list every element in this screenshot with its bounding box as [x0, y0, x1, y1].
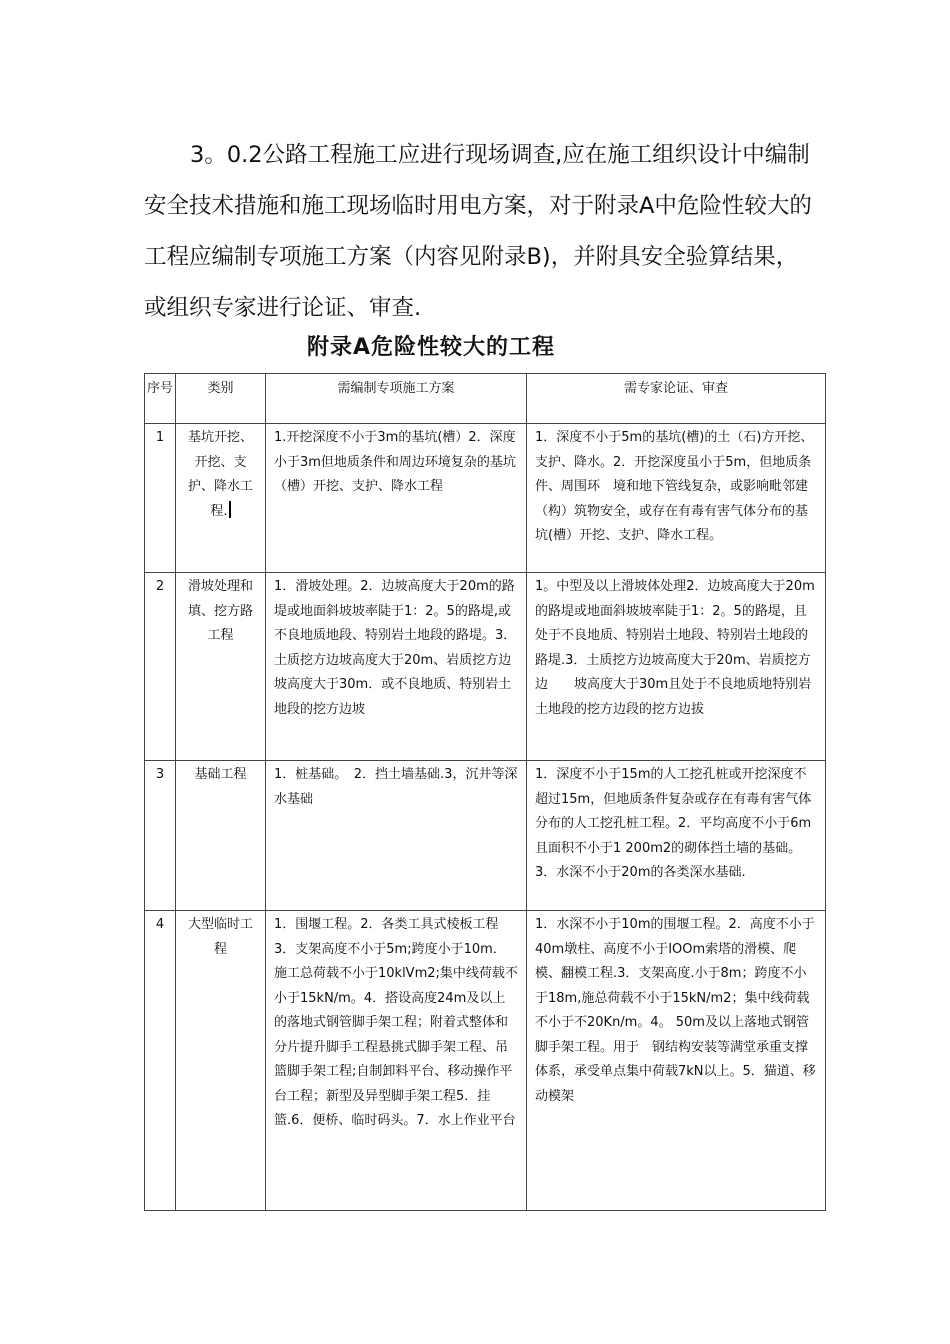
table-title: 附录A危险性较大的工程	[306, 335, 556, 360]
row-category: 基础工程	[176, 761, 266, 911]
header-no: 序号	[145, 374, 176, 424]
row-number: 4	[145, 911, 176, 1211]
header-category: 类别	[176, 374, 266, 424]
hazard-table	[144, 373, 826, 1211]
row-plan: 1．滑坡处理。2．边坡高度大于20m的路堤或地面斜坡坡率陡于1：2。5的路堤,或不良地质地段、特别岩土地段的路堤。3．土质挖方边坡高度大于20m、岩质挖方边坡高度大于30m．或不良地质、特别岩土地段的挖方边坡	[266, 573, 527, 761]
row-plan: 1．桩基础。 2．挡土墙基础.3，沉井等深水基础	[266, 761, 527, 911]
intro-paragraph	[144, 130, 812, 334]
table-row	[145, 573, 826, 761]
row-number: 3	[145, 761, 176, 911]
row-review: 1．水深不小于10m的围堰工程。2．高度不小于40m墩柱、高度不小于IOOm索塔的滑模、爬模、翻模工程.3．支架高度.小于8m；跨度不小于18m,施总荷载不小于15kN/m2；集中线荷载不小于不20Kn/m。4。 50m及以上落地式钢管脚手架工程。用于 钢结构安装等满堂承重支撑体系，承受单点集中荷载7kN以上。5．猫道、移动模架	[527, 911, 826, 1211]
row-category: 滑坡处理和填、挖方路工程	[176, 573, 266, 761]
table-row	[145, 761, 826, 911]
row-number: 1	[145, 424, 176, 573]
table-header-row	[145, 374, 826, 424]
row-number: 2	[145, 573, 176, 761]
intro-text: 3。0.2公路工程施工应进行现场调查,应在施工组织设计中编制安全技术措施和施工现场临时用电方案，对于附录A中危险性较大的工程应编制专项施工方案（内容见附录B)，并附具安全验算结果，或组织专家进行论证、审查.	[144, 142, 812, 321]
table-row	[145, 424, 826, 573]
text-cursor-icon	[229, 501, 231, 518]
table-row	[145, 911, 826, 1211]
row-category	[176, 424, 266, 573]
row-review: 1．深度不小于5m的基坑(槽)的土（石)方开挖、支护、降水。2．开挖深度虽小于5m，但地质条件、周围环 境和地下管线复杂，或影响毗邻建（构）筑物安全，或存在有毒有害气体分布的基坑(槽）开挖、支护、降水工程。	[527, 424, 826, 573]
header-review: 需专家论证、审查	[527, 374, 826, 424]
row-plan: 1.开挖深度不小于3m的基坑(槽）2．深度小于3m但地质条件和周边环境复杂的基坑（槽）开挖、支护、降水工程	[266, 424, 527, 573]
row-category-text: 基坑开挖、开挖、支护、降水工程.	[187, 430, 253, 519]
row-plan: 1．围堰工程。2．各类工具式棱板工程 3．支架高度不小于5m;跨度小于10m．施工总荷载不小于10klVm2;集中线荷载不小于15kN/m。4．搭设高度24m及以上的落地式钢管脚手架工程；附着式整体和分片提升脚手工程悬挑式脚手架工程、吊篮脚手架工程;自制卸料平台、移动操作平台工程；新型及异型脚手架工程5．挂篮.6．便桥、临时码头。7．水上作业平台	[266, 911, 527, 1211]
row-review: 1。中型及以上滑坡体处理2．边坡高度大于20m的路堤或地面斜坡坡率陡于1：2。5的路堤，且处于不良地质、特别岩土地段、特别岩土地段的路堤.3．土质挖方边坡高度大于20m、岩质挖方边 坡高度大于30m且处于不良地质地特别岩土地段的挖方边段的挖方边拔	[527, 573, 826, 761]
row-category: 大型临时工程	[176, 911, 266, 1211]
row-review: 1．深度不小于15m的人工挖孔桩或开挖深度不超过15m，但地质条件复杂或存在有毒有害气体分布的人工挖孔桩工程。2．平均高度不小于6m且面积不小于1 200m2的砌体挡土墙的基础。3．水深不小于20m的各类深水基础.	[527, 761, 826, 911]
header-plan: 需编制专项施工方案	[266, 374, 527, 424]
